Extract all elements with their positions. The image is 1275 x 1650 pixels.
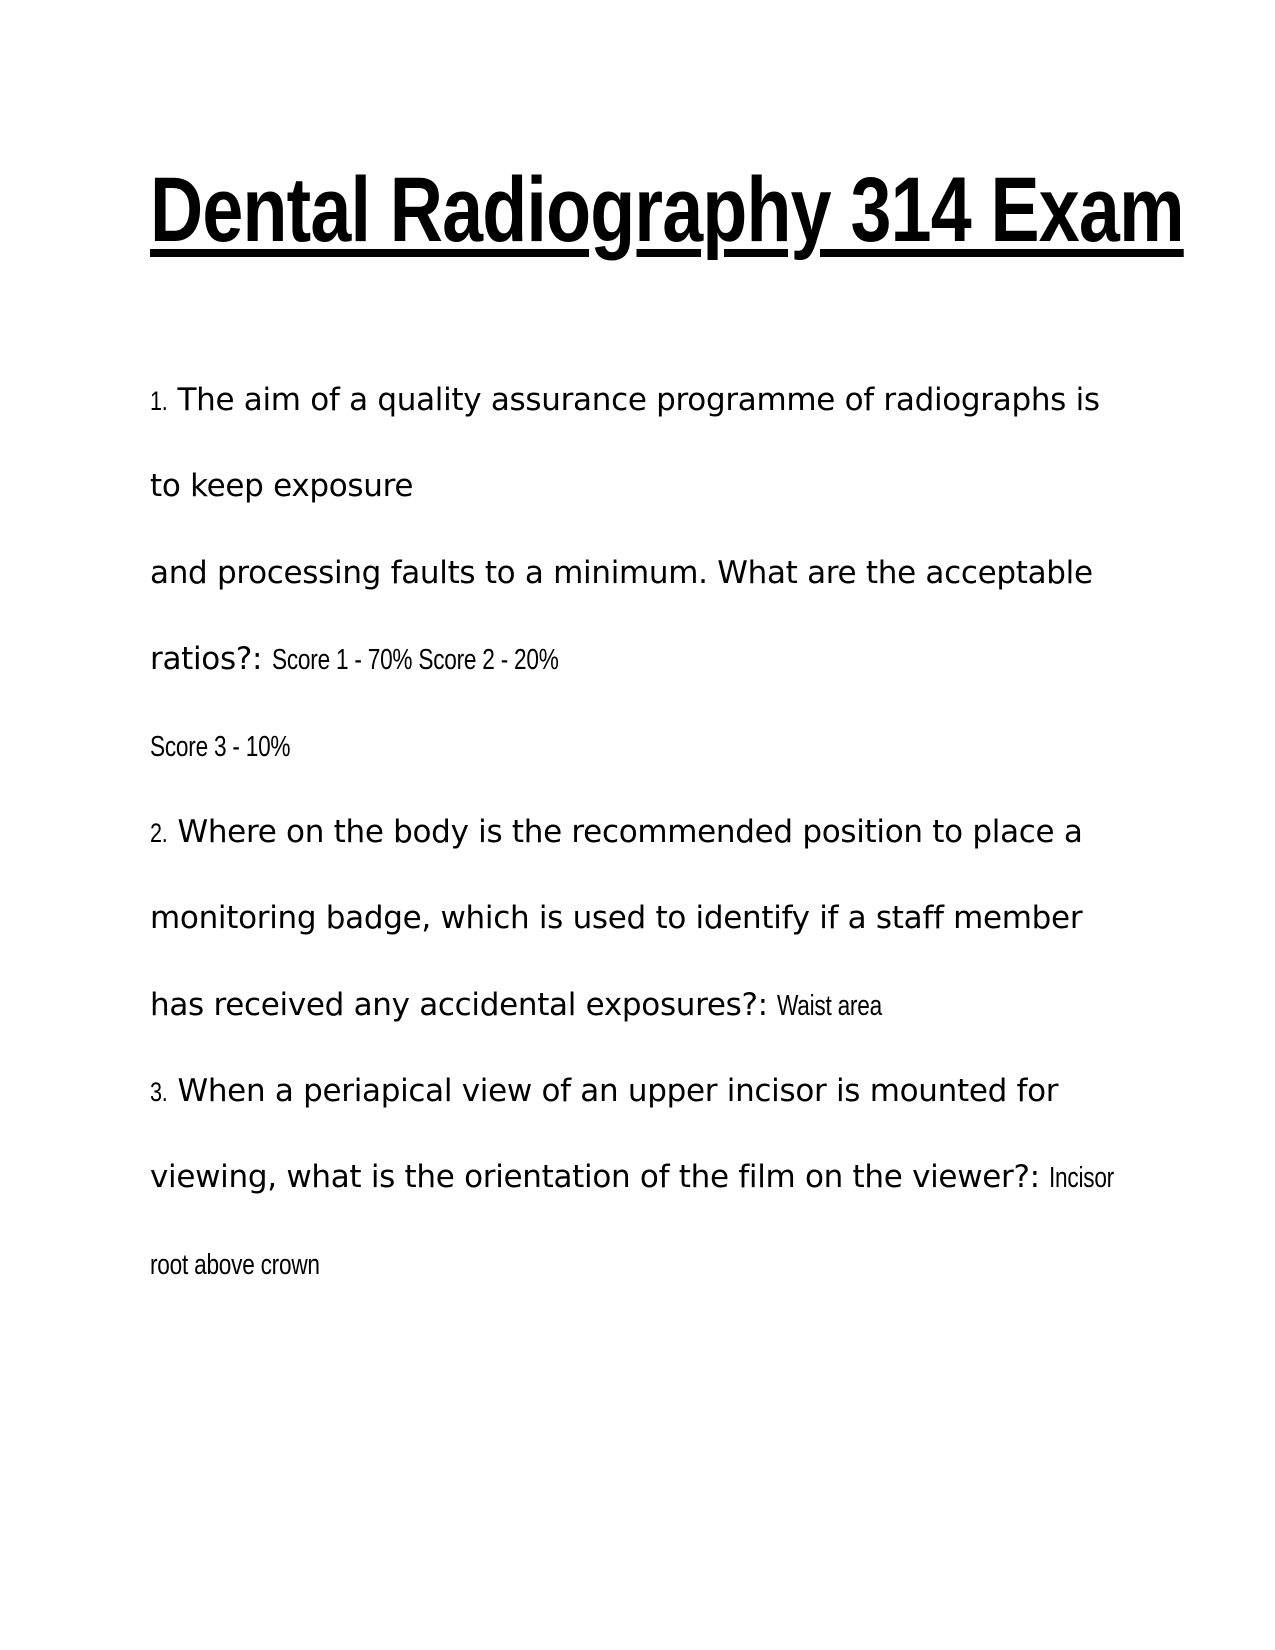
question-number: 3. [150, 1077, 168, 1107]
question-1-answer-line-2 [150, 726, 330, 767]
question-2-line-1 [150, 812, 1083, 853]
question-text: has received any accidental exposures?: [150, 987, 768, 1023]
question-text: viewing, what is the orientation of the film on the viewer?: [150, 1159, 1040, 1195]
question-1-line-2 [150, 466, 413, 506]
question-3-answer-line-2 [150, 1244, 368, 1285]
answer-text: Incisor [1049, 1162, 1115, 1194]
question-text: to keep exposure [150, 468, 414, 504]
question-1-line-4 [150, 639, 639, 680]
question-text: When a periapical view of an upper incisor is mounted for [177, 1073, 1059, 1109]
question-text: The aim of a quality assurance programme of radiographs is [177, 382, 1100, 418]
question-number: 2. [150, 818, 168, 848]
question-text: ratios?: [150, 641, 263, 677]
page-title: Dental Radiography 314 Exam [150, 159, 1184, 261]
question-2-line-2 [150, 898, 1082, 938]
answer-text: Score 3 - 10% [150, 731, 291, 763]
question-text: and processing faults to a minimum. What are the acceptable [150, 555, 1093, 591]
question-3-line-2 [150, 1157, 1133, 1198]
question-text: monitoring badge, which is used to identify if a staff member [150, 900, 1083, 936]
answer-text: root above crown [150, 1249, 320, 1281]
answer-text: Score 1 - 70% Score 2 - 20% [271, 644, 559, 676]
question-number: 1. [150, 386, 168, 416]
question-1-line-1 [150, 380, 1100, 421]
answer-text: Waist area [777, 990, 883, 1022]
question-3-line-1 [150, 1071, 1058, 1112]
question-1-line-3 [150, 553, 1093, 593]
question-text: Where on the body is the recommended position to place a [177, 814, 1083, 850]
question-2-line-3 [150, 985, 912, 1026]
